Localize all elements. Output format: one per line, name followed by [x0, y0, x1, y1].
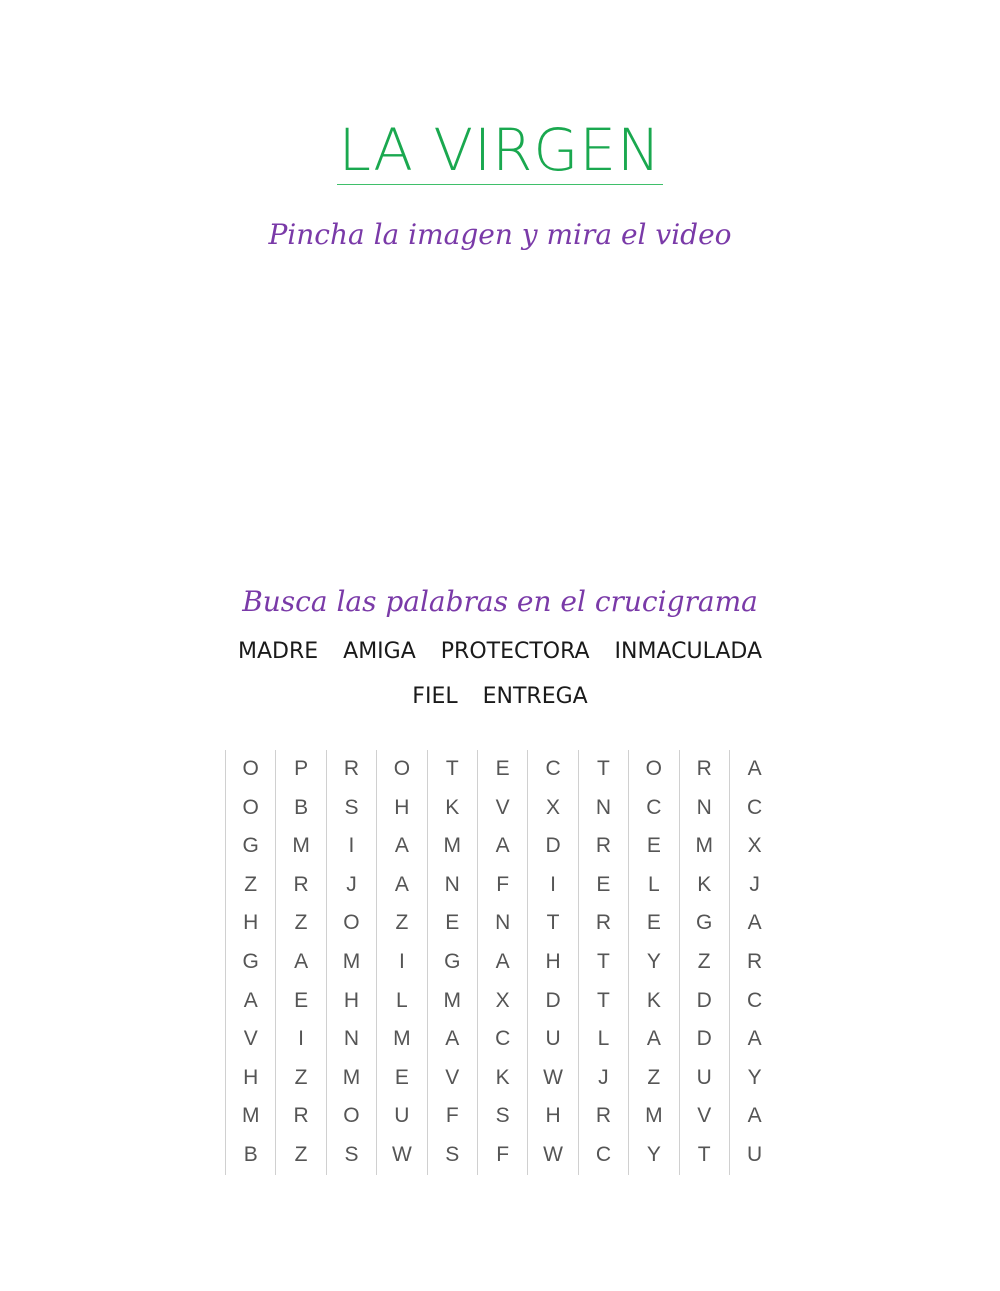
grid-cell[interactable]: G	[225, 943, 275, 982]
grid-cell[interactable]: R	[578, 827, 628, 866]
grid-cell[interactable]: M	[326, 1059, 376, 1098]
grid-cell[interactable]: E	[477, 750, 527, 789]
grid-cell[interactable]: S	[477, 1097, 527, 1136]
grid-cell[interactable]: A	[477, 943, 527, 982]
grid-cell[interactable]: G	[427, 943, 477, 982]
grid-cell[interactable]: Z	[628, 1059, 678, 1098]
grid-cell[interactable]: A	[477, 827, 527, 866]
grid-cell[interactable]: S	[427, 1136, 477, 1175]
grid-cell[interactable]: I	[527, 866, 577, 905]
grid-cell[interactable]: M	[628, 1097, 678, 1136]
grid-cell[interactable]: M	[427, 982, 477, 1021]
grid-cell[interactable]: R	[679, 750, 729, 789]
grid-cell[interactable]: A	[225, 982, 275, 1021]
grid-cell[interactable]: N	[477, 904, 527, 943]
grid-cell[interactable]: I	[275, 1020, 325, 1059]
grid-cell[interactable]: C	[477, 1020, 527, 1059]
grid-cell[interactable]: H	[326, 982, 376, 1021]
grid-cell[interactable]: L	[376, 982, 426, 1021]
grid-cell[interactable]: A	[275, 943, 325, 982]
grid-cell[interactable]: A	[628, 1020, 678, 1059]
grid-cell[interactable]: W	[376, 1136, 426, 1175]
grid-cell[interactable]: F	[477, 866, 527, 905]
video-image-link[interactable]	[250, 268, 750, 568]
grid-cell[interactable]: K	[477, 1059, 527, 1098]
grid-cell[interactable]: A	[376, 827, 426, 866]
grid-cell[interactable]: E	[628, 904, 678, 943]
grid-cell[interactable]: K	[628, 982, 678, 1021]
wordsearch-instruction: Busca las palabras en el crucigrama	[242, 585, 758, 618]
grid-cell[interactable]: N	[427, 866, 477, 905]
grid-cell[interactable]: Y	[729, 1059, 779, 1098]
grid-cell[interactable]: M	[225, 1097, 275, 1136]
grid-cell[interactable]: Z	[275, 904, 325, 943]
grid-cell[interactable]: A	[729, 1097, 779, 1136]
grid-cell[interactable]: Z	[376, 904, 426, 943]
grid-cell[interactable]: J	[578, 1059, 628, 1098]
grid-cell[interactable]: M	[427, 827, 477, 866]
grid-cell[interactable]: B	[275, 789, 325, 828]
grid-cell[interactable]: R	[275, 1097, 325, 1136]
grid-cell[interactable]: O	[326, 904, 376, 943]
grid-cell[interactable]: T	[427, 750, 477, 789]
grid-cell[interactable]: W	[527, 1059, 577, 1098]
grid-cell[interactable]: U	[729, 1136, 779, 1175]
word-madre: MADRE	[237, 639, 319, 664]
grid-cell[interactable]: S	[326, 789, 376, 828]
grid-cell[interactable]: T	[679, 1136, 729, 1175]
grid-cell[interactable]: M	[679, 827, 729, 866]
grid-cell[interactable]: O	[376, 750, 426, 789]
page-title-text: LA VIRGEN	[338, 116, 662, 184]
grid-cell[interactable]: Z	[275, 1059, 325, 1098]
grid-cell[interactable]: A	[729, 750, 779, 789]
grid-cell[interactable]: T	[578, 943, 628, 982]
grid-cell[interactable]: A	[427, 1020, 477, 1059]
grid-cell[interactable]: G	[225, 827, 275, 866]
grid-cell[interactable]: P	[275, 750, 325, 789]
word-list-row-1	[0, 638, 1000, 666]
grid-cell[interactable]: K	[427, 789, 477, 828]
grid-cell[interactable]: Z	[679, 943, 729, 982]
grid-cell[interactable]: J	[326, 866, 376, 905]
grid-cell[interactable]: C	[729, 982, 779, 1021]
word-entrega: ENTREGA	[482, 684, 588, 709]
grid-cell[interactable]: R	[578, 904, 628, 943]
wordsearch-grid	[225, 750, 780, 1174]
grid-cell[interactable]: O	[225, 789, 275, 828]
grid-cell[interactable]: H	[225, 904, 275, 943]
grid-cell[interactable]: Z	[275, 1136, 325, 1175]
grid-cell[interactable]: C	[527, 750, 577, 789]
grid-cell[interactable]: B	[225, 1136, 275, 1175]
grid-cell[interactable]: R	[729, 943, 779, 982]
grid-cell[interactable]: V	[679, 1097, 729, 1136]
grid-cell[interactable]: I	[376, 943, 426, 982]
grid-cell[interactable]: F	[427, 1097, 477, 1136]
grid-cell[interactable]: U	[376, 1097, 426, 1136]
grid-cell[interactable]: T	[527, 904, 577, 943]
grid-cell[interactable]: N	[578, 789, 628, 828]
grid-cell[interactable]: H	[527, 943, 577, 982]
grid-cell[interactable]: H	[225, 1059, 275, 1098]
grid-cell[interactable]: A	[376, 866, 426, 905]
grid-cell[interactable]: Y	[628, 943, 678, 982]
grid-cell[interactable]: U	[679, 1059, 729, 1098]
grid-cell[interactable]: Z	[225, 866, 275, 905]
grid-cell[interactable]: L	[628, 866, 678, 905]
grid-cell[interactable]: T	[578, 982, 628, 1021]
grid-cell[interactable]: N	[679, 789, 729, 828]
grid-cell[interactable]: R	[326, 750, 376, 789]
grid-cell[interactable]: H	[527, 1097, 577, 1136]
grid-cell[interactable]: D	[679, 1020, 729, 1059]
grid-cell[interactable]: X	[477, 982, 527, 1021]
grid-cell[interactable]: Y	[628, 1136, 678, 1175]
grid-cell[interactable]: M	[326, 943, 376, 982]
grid-cell[interactable]: C	[628, 789, 678, 828]
grid-cell[interactable]: H	[376, 789, 426, 828]
word-list-row-2	[0, 683, 1000, 711]
grid-cell[interactable]: K	[679, 866, 729, 905]
grid-cell[interactable]: R	[578, 1097, 628, 1136]
grid-cell[interactable]: V	[427, 1059, 477, 1098]
grid-cell[interactable]: F	[477, 1136, 527, 1175]
word-protectora: PROTECTORA	[440, 639, 590, 664]
grid-cell[interactable]: S	[326, 1136, 376, 1175]
grid-cell[interactable]: E	[628, 827, 678, 866]
grid-cell[interactable]: G	[679, 904, 729, 943]
word-inmaculada: INMACULADA	[614, 639, 763, 664]
grid-cell[interactable]: C	[729, 789, 779, 828]
grid-cell[interactable]: O	[326, 1097, 376, 1136]
video-instruction: Pincha la imagen y mira el video	[268, 218, 732, 251]
grid-cell[interactable]: M	[275, 827, 325, 866]
grid-cell[interactable]: D	[527, 982, 577, 1021]
grid-cell[interactable]: D	[527, 827, 577, 866]
grid-cell[interactable]: A	[729, 1020, 779, 1059]
grid-cell[interactable]: C	[578, 1136, 628, 1175]
grid-cell[interactable]: V	[225, 1020, 275, 1059]
grid-cell[interactable]: E	[275, 982, 325, 1021]
grid-cell[interactable]: L	[578, 1020, 628, 1059]
grid-cell[interactable]: I	[326, 827, 376, 866]
grid-cell[interactable]: U	[527, 1020, 577, 1059]
grid-cell[interactable]: M	[376, 1020, 426, 1059]
grid-cell[interactable]: A	[729, 904, 779, 943]
grid-cell[interactable]: E	[578, 866, 628, 905]
page-title	[0, 118, 1000, 185]
grid-cell[interactable]: E	[376, 1059, 426, 1098]
grid-cell[interactable]: X	[527, 789, 577, 828]
grid-cell[interactable]: N	[326, 1020, 376, 1059]
grid-cell[interactable]: O	[628, 750, 678, 789]
grid-cell[interactable]: W	[527, 1136, 577, 1175]
grid-cell[interactable]: J	[729, 866, 779, 905]
grid-cell[interactable]: V	[477, 789, 527, 828]
grid-cell[interactable]: E	[427, 904, 477, 943]
grid-cell[interactable]: X	[729, 827, 779, 866]
grid-cell[interactable]: T	[578, 750, 628, 789]
word-amiga: AMIGA	[343, 639, 416, 664]
grid-cell[interactable]: O	[225, 750, 275, 789]
grid-cell[interactable]: D	[679, 982, 729, 1021]
grid-cell[interactable]: R	[275, 866, 325, 905]
word-fiel: FIEL	[412, 684, 458, 709]
